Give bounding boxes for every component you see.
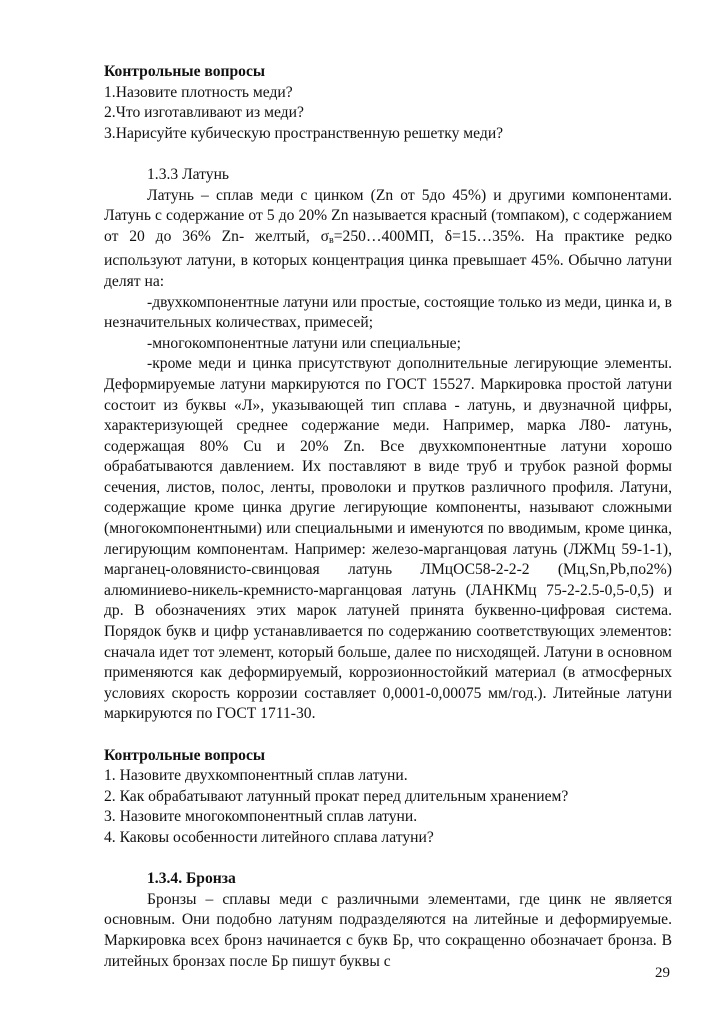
brass-text-part: =250…400МП, δ=15…35%. На практике редко используют латуни, в которых концентрация цинка превышает 45%. Обычно латуни делят на: [104, 227, 673, 290]
spacer [104, 849, 672, 870]
control-questions-heading: Контрольные вопросы [104, 63, 266, 80]
sigma-subscript: в [329, 234, 334, 246]
brass-text-part: Латунь – сплав меди с цинком (Zn от 5до 45%) и другими компонентами. Латунь с содержание от 5 до 20% Zn называется красный (томпаком), с содержанием от 20 до 36% Zn- желтый, σ [104, 186, 672, 245]
document-page [104, 62, 672, 972]
section-title-brass: 1.3.3 Латунь [147, 165, 230, 183]
spacer [104, 144, 672, 165]
question-item: 1.Назовите плотность меди? [104, 83, 293, 101]
question-item: 3.Нарисуйте кубическую пространственную решетку меди? [104, 124, 504, 142]
brass-list-item: -кроме меди и цинка присутствуют дополнительные легирующие элементы. Деформируемые латуни маркируются по ГОСТ 15527. Маркировка простой латуни состоит из буквы «Л», указывающей тип сплава - латунь, и двузначной цифры, характеризующей среднее содержание меди. Например, марка Л80- латунь, содержащая 80% Cu и 20% Zn. Все двухкомпонентные латуни хорошо обрабатываются давлением. Их поставляют в виде труб и трубок разной формы сечения, листов, полос, ленты, проволоки и прутков различного профиля. Латуни, содержащие кроме цинка другие легирующие компоненты, называют сложными (многокомпонентными) или специальными и именуются по вводимым, кроме цинка, легирующим компонентам. Например: железо-марганцовая латунь (ЛЖМц 59-1-1), марганец-оловянисто-свинцовая латунь ЛМцОС58-2-2-2 (Мц,Sn,Pb,по2%) алюминиево-никель-кремнисто-марганцовая латунь (ЛАНКМц 75-2-2.5-0,5-0,5) и др. В обозначениях этих марок латуней принята буквенно-цифровая система. Порядок букв и цифр устанавливается по содержанию соответствующих элементов: сначала идет тот элемент, который больше, далее по нисходящей. Латуни в основном применяются как деформируемый, коррозионностойкий материал (в атмосферных условиях скорость коррозии составляет 0,0001-0,00075 мм/год.). Литейные латуни маркируются по ГОСТ 1711-30. [104, 355, 672, 723]
question-item: 2.Что изготавливают из меди? [104, 104, 304, 122]
brass-list-item: -многокомпонентные латуни или специальные; [147, 334, 461, 352]
spacer [104, 725, 672, 746]
control-questions-heading: Контрольные вопросы [104, 746, 266, 764]
question-item: 3. Назовите многокомпонентный сплав латуни. [104, 808, 418, 826]
brass-paragraph [104, 186, 672, 293]
brass-list-item: -двухкомпонентные латуни или простые, состоящие только из меди, цинка и, в незначительных количествах, примесей; [104, 293, 672, 332]
bronze-paragraph: Бронзы – сплавы меди с различными элементами, где цинк не является основным. Они подобно латуням подразделяются на литейные и деформируемые. Маркировка всех бронз начинается с букв Бр, что сокращенно обозначает бронза. В литейных бронзах после Бр пишут буквы с [104, 890, 672, 970]
page-number: 29 [655, 965, 670, 981]
question-item: 1. Назовите двухкомпонентный сплав латуни. [104, 767, 408, 785]
section-title-bronze: 1.3.4. Бронза [147, 870, 236, 888]
question-item: 4. Каковы особенности литейного сплава латуни? [104, 828, 434, 846]
question-item: 2. Как обрабатывают латунный прокат перед длительным хранением? [104, 787, 569, 805]
